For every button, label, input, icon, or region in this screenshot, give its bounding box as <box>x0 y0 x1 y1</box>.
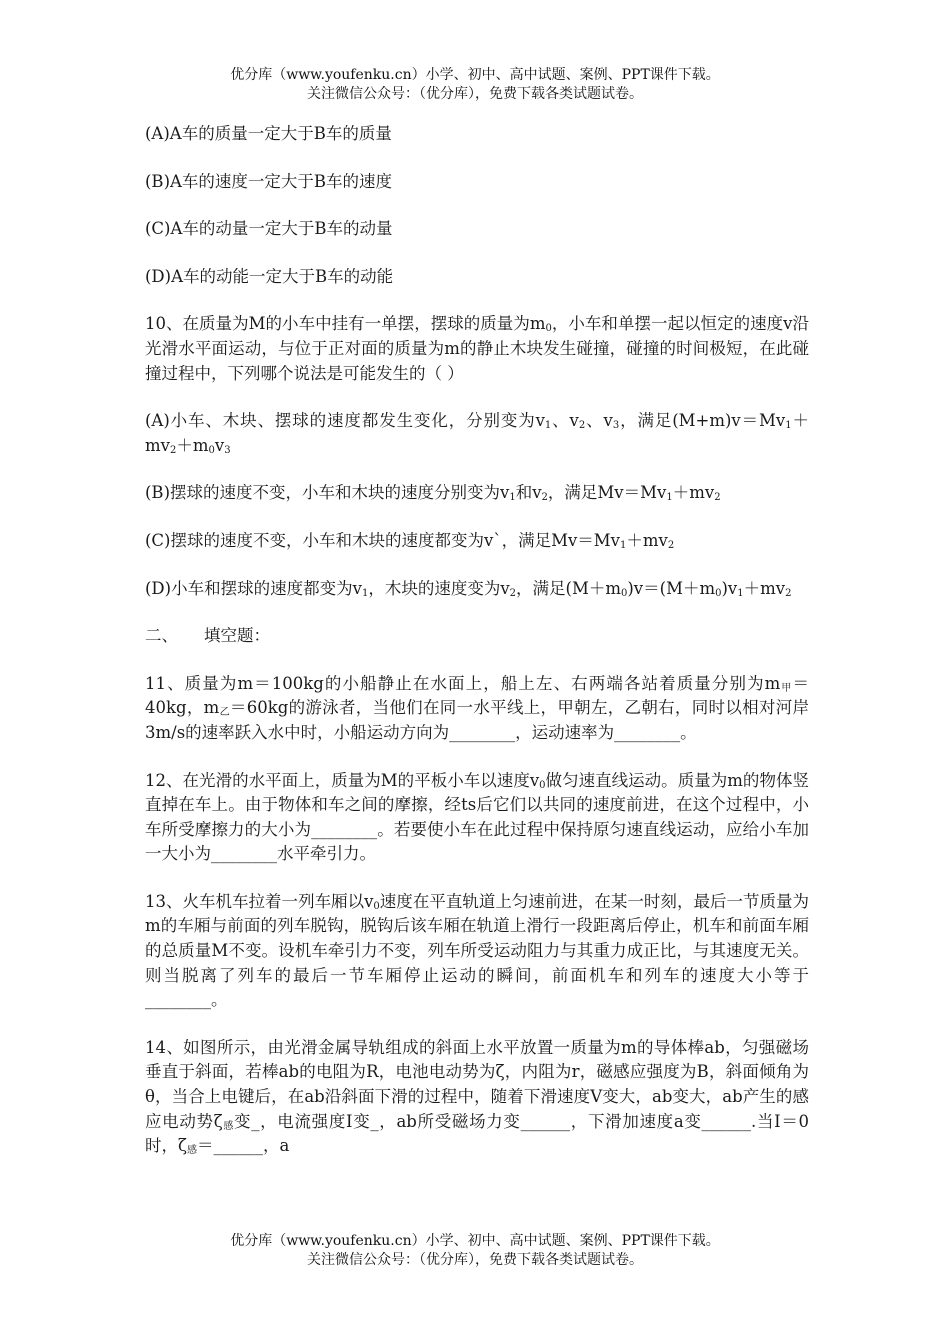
q11-text: ＝40kg，m <box>145 673 810 718</box>
q10-a-text: v <box>214 435 225 455</box>
q10-option-d <box>145 577 809 602</box>
q12 <box>145 769 809 867</box>
section-heading <box>145 624 809 649</box>
q10-stem-text-1: 10、在质量为M的小车中挂有一单摆，摆球的质量为m <box>145 314 546 334</box>
q10-d-text: )v＝(M＋m <box>627 578 716 598</box>
q10-b-text: 和v <box>515 483 542 503</box>
q10-d-text: ，满足(M＋m <box>516 578 621 598</box>
q10-a-text: ＋m <box>176 435 209 455</box>
q10-stem <box>145 312 809 386</box>
document-body <box>145 122 809 1182</box>
page-footer <box>0 1232 950 1270</box>
q14-text: 14、如图所示，由光滑金属导轨组成的斜面上水平放置一质量为m的导体棒ab，匀强磁场垂直于斜面，若棒ab的电阻为R，电池电动势为ζ，内阻为r，磁感应强度为B，斜面倾角为θ，当合上电键后，在ab沿斜面下滑的过程中，随着下滑速度V变大，ab变大，ab产生的感应电动势ζ <box>145 1037 809 1131</box>
q10-a-sub: 1 <box>544 420 552 432</box>
q10-a-text: 、v <box>551 411 579 431</box>
q14-text: 变_，电流强度I变_，ab所受磁场力变______，下滑加速度a变______.当I＝0时，ζ <box>145 1111 810 1156</box>
q10-a-text: (A)小车、木块、摆球的速度都发生变化，分别变为v <box>145 411 545 431</box>
page-header <box>0 66 950 104</box>
q10-d-sub: 2 <box>509 587 517 599</box>
q13-text: 速度在平直轨道上匀速前进，在某一时刻，最后一节质量为m的车厢与前面的列车脱钩，脱钩后该车厢在轨道上滑行一段距离后停止，机车和前面车厢的总质量M不变。设机车牵引力不变，列车所受运动阻力与其重力成正比，与其速度无关。则当脱离了列车的最后一节车厢停止运动的瞬间，前面机车和列车的速度大小等于________。 <box>145 891 809 1010</box>
q14-sub: 感 <box>186 1145 197 1157</box>
q10-b-text: (B)摆球的速度不变，小车和木块的速度分别变为v <box>145 483 510 503</box>
q10-option-b <box>145 481 809 506</box>
q10-a-text: 、v <box>585 411 613 431</box>
section-title: 填空题： <box>204 626 270 646</box>
q10-d-text: (D)小车和摆球的速度都变为v <box>145 578 362 598</box>
q10-d-text: )v <box>721 578 738 598</box>
q10-d-text: ＋mv <box>743 578 786 598</box>
q13 <box>145 890 809 1013</box>
q9-option-d: (D)A车的动能一定大于B车的动能 <box>145 266 394 286</box>
q10-d-sub: 0 <box>621 587 628 599</box>
q13-sub: 0 <box>373 900 380 912</box>
q11-sub: 乙 <box>219 707 230 719</box>
q9-option-c: (C)A车的动量一定大于B车的动量 <box>145 219 393 239</box>
q10-a-sub: 2 <box>169 444 177 456</box>
q14 <box>145 1036 809 1159</box>
q10-stem-text-2: ，小车和单摆一起以恒定的速度v沿光滑水平面运动，与位于正对面的质量为m的静止木块发生碰撞，碰撞的时间极短，在此碰撞过程中，下列哪个说法是可能发生的（ ） <box>145 314 809 383</box>
q11-text: 11、质量为m＝100kg的小船静止在水面上，船上左、右两端各站着质量分别为m <box>145 673 781 693</box>
q13-text: 13、火车机车拉着一列车厢以v <box>145 891 374 911</box>
q10-b-sub: 2 <box>714 492 721 504</box>
q10-a-sub: 3 <box>224 444 231 456</box>
q9-option-b: (B)A车的速度一定大于B车的速度 <box>145 171 393 191</box>
q12-sub: 0 <box>539 779 546 791</box>
q10-b-sub: 1 <box>666 492 673 504</box>
footer-line-2: 关注微信公众号：（优分库），免费下载各类试题试卷。 <box>307 1252 643 1268</box>
header-line-1: 优分库（www.youfenku.cn）小学、初中、高中试题、案例、PPT课件下载。 <box>230 67 720 83</box>
q10-d-text: ，木块的速度变为v <box>368 578 510 598</box>
q10-d-sub: 2 <box>785 587 792 599</box>
q10-a-text: ，满足(M+m)v＝Mv <box>619 411 786 431</box>
q10-option-a <box>145 409 809 458</box>
q10-b-sub: 1 <box>509 492 516 504</box>
q11 <box>145 672 809 746</box>
q14-sub: 感 <box>222 1120 235 1132</box>
q12-text: 12、在光滑的水平面上，质量为M的平板小车以速度v <box>145 770 540 790</box>
q9-option-a: (A)A车的质量一定大于B车的质量 <box>145 124 392 143</box>
q10-a-text: ＋mv <box>145 411 809 455</box>
q10-c-text: (C)摆球的速度不变，小车和木块的速度都变为v`，满足Mv＝Mv <box>145 530 621 550</box>
q10-a-sub: 3 <box>612 420 620 432</box>
q10-c-sub: 1 <box>620 539 627 551</box>
q10-c-sub: 2 <box>667 539 675 551</box>
q10-b-text: ＋mv <box>672 483 715 503</box>
footer-line-1: 优分库（www.youfenku.cn）小学、初中、高中试题、案例、PPT课件下载。 <box>230 1233 720 1249</box>
q11-sub: 甲 <box>780 682 793 694</box>
q10-b-text: ，满足Mv＝Mv <box>547 483 667 503</box>
q10-d-sub: 1 <box>737 587 744 599</box>
q10-a-sub: 0 <box>208 444 215 456</box>
q10-c-text: ＋mv <box>626 530 668 550</box>
q10-option-c <box>145 529 809 554</box>
q12-text: 做匀速直线运动。质量为m的物体竖直掉在车上。由于物体和车之间的摩擦，经ts后它们以共同的速度前进，在这个过程中，小车所受摩擦力的大小为________。若要使小车在此过程中保持原匀速直线运动，应给小车加一大小为________水平牵引力。 <box>145 770 809 864</box>
q10-stem-sub: 0 <box>545 323 552 335</box>
q10-d-sub: 0 <box>715 587 722 599</box>
q10-d-sub: 1 <box>361 587 369 599</box>
header-line-2: 关注微信公众号：（优分库），免费下载各类试题试卷。 <box>307 86 643 102</box>
section-number: 二、 <box>145 626 178 646</box>
q11-text: ＝60kg的游泳者，当他们在同一水平线上，甲朝左，乙朝右，同时以相对河岸3m/s的速率跃入水中时，小船运动方向为________，运动速率为________。 <box>145 698 810 742</box>
q10-b-sub: 2 <box>541 492 548 504</box>
q10-a-sub: 2 <box>578 420 586 432</box>
q14-text: ＝______，a <box>196 1136 290 1156</box>
q10-a-sub: 1 <box>785 420 792 432</box>
